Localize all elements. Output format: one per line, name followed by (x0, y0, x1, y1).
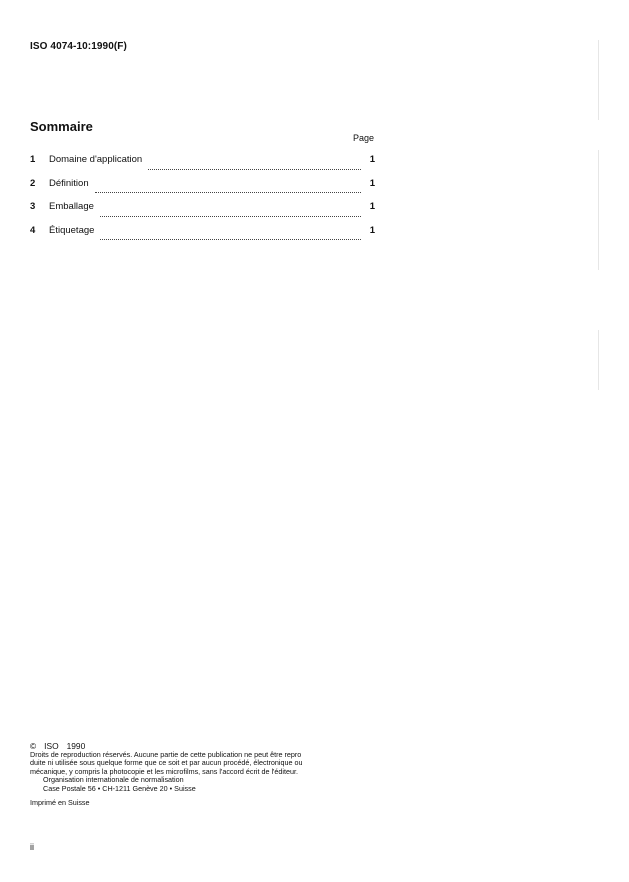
scan-margin-mark (598, 40, 599, 120)
toc-entry-page: 1 (369, 177, 375, 189)
toc-entry-number: 2 (30, 177, 36, 189)
toc-entry-page: 1 (369, 224, 375, 236)
toc-leader-dots (100, 216, 361, 217)
toc-entry[interactable] (30, 225, 375, 249)
copyright-owner: ISO (44, 741, 59, 751)
copyright-symbol: © (30, 741, 37, 751)
rights-text-line: mécanique, y compris la photocopie et les microfilms, sans l'accord écrit de l'éditeur. (30, 766, 299, 776)
toc-page-column-label: Page (352, 133, 374, 143)
copyright-notice (30, 742, 380, 807)
toc-entry-number: 4 (30, 224, 36, 236)
toc-leader-dots (148, 169, 361, 170)
toc-leader-dots (100, 239, 361, 240)
toc-leader-dots (95, 192, 361, 193)
copyright-year: 1990 (66, 741, 86, 751)
standard-reference: ISO 4074-10:1990(F) (30, 41, 127, 52)
table-of-contents (30, 154, 375, 248)
page-number: ii (30, 842, 34, 852)
printed-in: Imprimé en Suisse (30, 797, 90, 807)
toc-entry-title: Étiquetage (49, 224, 95, 236)
toc-entry-title: Définition (49, 177, 89, 189)
toc-entry-title: Domaine d'application (49, 154, 143, 165)
rights-text-line: Droits de reproduction réservés. Aucune partie de cette publication ne peut être repro (30, 749, 302, 759)
toc-title: Sommaire (30, 119, 93, 134)
scan-margin-mark (598, 150, 599, 270)
toc-entry-number: 1 (30, 154, 36, 165)
toc-entry-number: 3 (30, 201, 36, 212)
toc-entry[interactable] (30, 201, 375, 225)
toc-entry[interactable] (30, 178, 375, 202)
toc-entry-title: Emballage (49, 201, 94, 212)
toc-entry-page: 1 (369, 154, 375, 165)
toc-entry-page: 1 (369, 201, 375, 212)
rights-text-line: duite ni utilisée sous quelque forme que ce soit et par aucun procédé, électronique ou (30, 758, 303, 768)
organisation-address: Case Postale 56 • CH-1211 Genève 20 • Suisse (43, 783, 196, 793)
toc-entry[interactable] (30, 154, 375, 178)
organisation-name: Organisation internationale de normalisation (43, 775, 184, 785)
scan-margin-mark (598, 330, 599, 390)
